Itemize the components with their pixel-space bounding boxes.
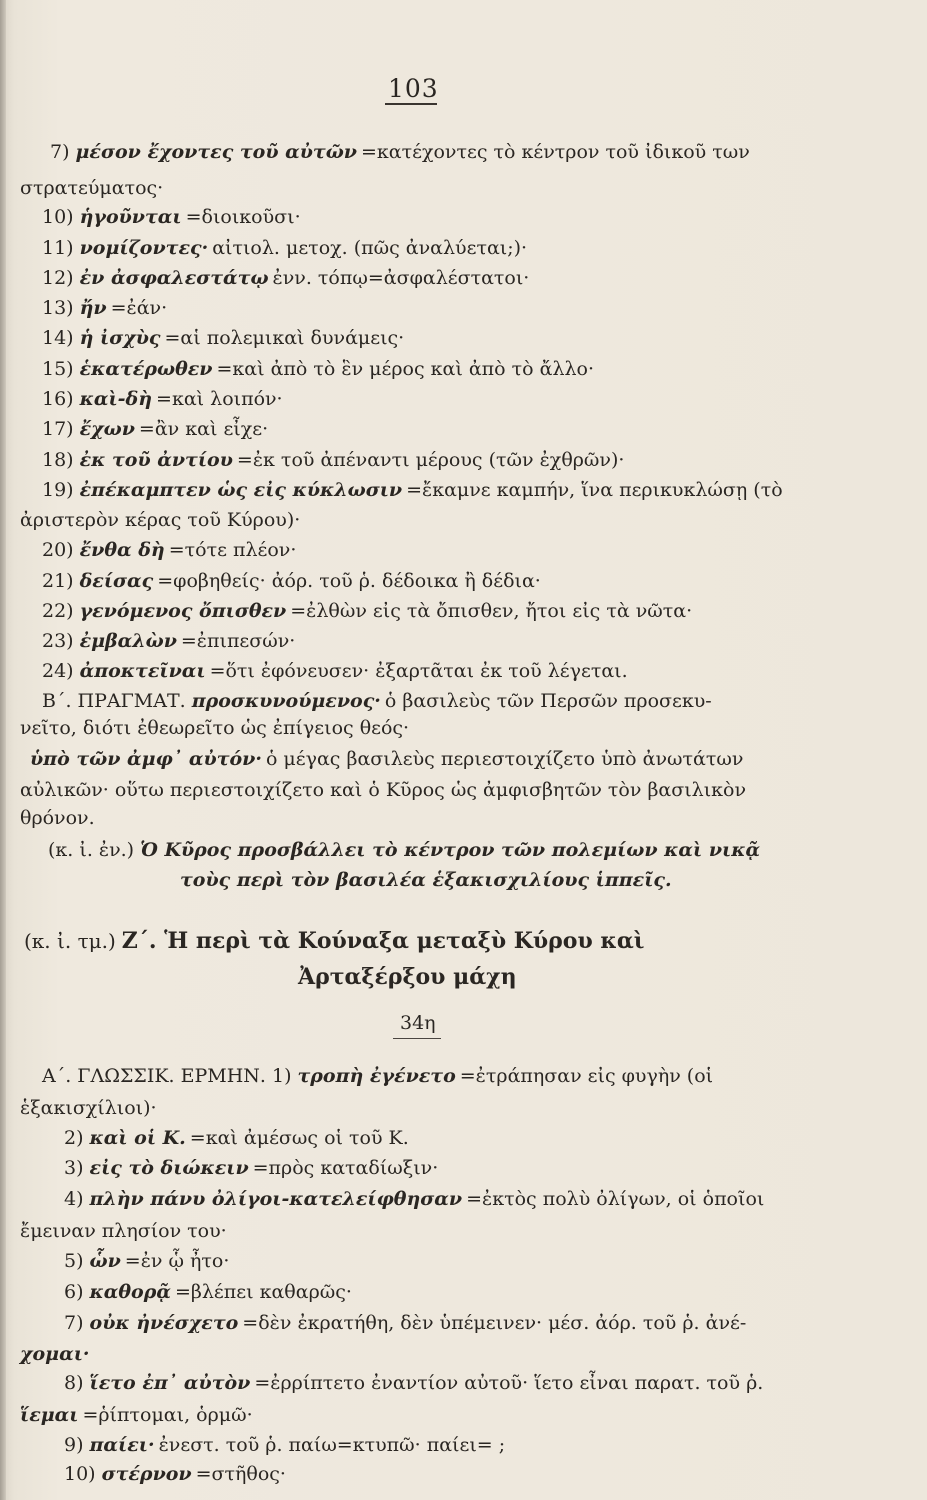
note-gloss: =ἐπιπεσών· (180, 630, 296, 652)
note-gloss: ὁ βασιλεὺς τῶν Περσῶν προσεκυ- (384, 690, 712, 712)
note-line (20, 716, 409, 740)
note-gloss: =ἐκτὸς πολὺ ὀλίγων, οἱ ὁποῖοι (466, 1188, 765, 1210)
note-gloss: =καὶ ἀμέσως οἱ τοῦ Κ. (189, 1127, 409, 1149)
note-number: 7) (50, 141, 70, 163)
note-lemma: προσκυνούμενος· (191, 690, 381, 712)
note-gloss: =διοικοῦσι· (185, 206, 301, 228)
note-line (42, 599, 692, 623)
note-lemma: ἔνθα δὴ (79, 539, 165, 561)
note-lemma: ἐν ἀσφαλεστάτῳ (79, 267, 269, 289)
note-lemma: στέρνον (101, 1463, 192, 1485)
note-line (64, 1156, 438, 1180)
note-lemma: χομαι· (20, 1343, 90, 1365)
note-gloss: στρατεύματος· (20, 177, 164, 199)
note-gloss: =αἱ πολεμικαὶ δυνάμεις· (164, 327, 405, 349)
note-line (20, 1342, 94, 1366)
note-number: 16) (42, 388, 74, 410)
note-gloss: ὁ μέγας βασιλεὺς περιεστοιχίζετο ὑπὸ ἀνωτάτων (265, 748, 744, 770)
note-gloss: =καὶ λοιπόν· (156, 388, 283, 410)
note-gloss: θρόνον. (20, 807, 95, 829)
note-number: Β΄. ΠΡΑΓΜΑΤ. (42, 690, 186, 712)
note-number: 10) (42, 206, 74, 228)
note-line (20, 778, 746, 802)
note-line (42, 478, 783, 502)
note-number: 8) (64, 1372, 84, 1394)
note-gloss: =δὲν ἐκρατήθη, δὲν ὑπέμεινεν· μέσ. ἀόρ. τοῦ ῥ. ἀνέ- (242, 1312, 747, 1334)
note-lemma: καθορᾷ (89, 1281, 171, 1303)
note-gloss: αὐλικῶν· οὕτω περιεστοιχίζετο καὶ ὁ Κῦρος ὡς ἀμφισβητῶν τὸν βασιλικὸν (20, 779, 747, 801)
note-lemma: ἵεμαι (20, 1404, 79, 1426)
note-lemma: γενόμενος ὄπισθεν (79, 600, 287, 622)
note-gloss: =καὶ ἀπὸ τὸ ἓν μέρος καὶ ἀπὸ τὸ ἄλλο· (216, 358, 595, 380)
chapter-heading-title: Ζ΄. Ἡ περὶ τὰ Κούναξα μεταξὺ Κύρου καὶ (121, 928, 645, 954)
note-lemma: τροπὴ ἐγένετο (297, 1065, 456, 1087)
note-number: 22) (42, 600, 74, 622)
note-gloss: =ἐρρίπτετο ἐναντίον αὐτοῦ· ἵετο εἶναι παρατ. τοῦ ῥ. (254, 1372, 764, 1394)
note-number: 3) (64, 1157, 84, 1179)
note-gloss: =ἐν ᾧ ἦτο· (124, 1250, 230, 1272)
note-number: (κ. ἰ. ἐν.) (48, 839, 135, 861)
note-lemma: εἰς τὸ διώκειν (89, 1157, 249, 1179)
note-line (42, 326, 404, 350)
note-line (64, 1311, 746, 1335)
note-gloss: =στῆθος· (195, 1463, 286, 1485)
note-line (42, 538, 296, 562)
note-lemma: ἵετο ἐπ᾽ αὐτὸν (89, 1372, 251, 1394)
note-line (64, 1433, 505, 1457)
note-number: 17) (42, 418, 74, 440)
note-number: 21) (42, 570, 74, 592)
note-lemma: ἡγοῦνται (79, 206, 182, 228)
page-number: 103 (388, 74, 439, 103)
note-gloss: ἐνεστ. τοῦ ῥ. παίω=κτυπῶ· παίει= ; (158, 1434, 506, 1456)
note-lemma: ὧν (89, 1250, 121, 1272)
note-gloss: =ἐάν· (110, 297, 168, 319)
note-lemma: Ὁ Κῦρος προσβάλλει τὸ κέντρον τῶν πολεμίων καὶ νικᾷ (140, 839, 761, 861)
note-line (42, 689, 712, 713)
page-binding-edge (0, 0, 6, 1500)
chapter-heading-line-1 (24, 928, 644, 954)
note-lemma: δείσας (79, 570, 154, 592)
note-number: 12) (42, 267, 74, 289)
note-gloss: =πρὸς καταδίωξιν· (252, 1157, 439, 1179)
note-line (20, 508, 300, 532)
note-line (30, 747, 743, 771)
note-lemma: ἔχων (79, 418, 135, 440)
note-line (20, 176, 163, 200)
note-lemma: μέσον ἔχοντες τοῦ αὐτῶν (75, 141, 357, 163)
note-lemma: ὑπὸ τῶν ἀμφ᾽ αὐτόν· (30, 748, 262, 770)
note-number: 9) (64, 1434, 84, 1456)
note-line (42, 266, 529, 290)
subsection-number: 34η (400, 1012, 436, 1034)
note-number: 24) (42, 660, 74, 682)
note-number: 19) (42, 479, 74, 501)
note-line (20, 1403, 253, 1427)
note-line (42, 205, 301, 229)
note-lemma: ἀποκτεῖναι (79, 660, 206, 682)
note-gloss: ἐνν. τόπῳ=ἀσφαλέστατοι· (272, 267, 530, 289)
note-line (64, 1280, 352, 1304)
note-line (42, 569, 541, 593)
note-gloss: νεῖτο, διότι ἐθεωρεῖτο ὡς ἐπίγειος θεός· (20, 717, 410, 739)
note-number: 7) (64, 1312, 84, 1334)
note-line (42, 448, 624, 472)
note-line (50, 140, 750, 164)
note-lemma: ἤν (79, 297, 107, 319)
note-line (42, 387, 283, 411)
chapter-heading-prefix: (κ. ἰ. τμ.) (24, 929, 116, 953)
page-number-rule (385, 103, 437, 105)
note-gloss: =φοβηθείς· ἀόρ. τοῦ ῥ. δέδοικα ἢ δέδια· (157, 570, 541, 592)
note-number: 11) (42, 237, 74, 259)
note-gloss: =ἂν καὶ εἶχε· (138, 418, 269, 440)
note-gloss: =ἐτράπησαν εἰς φυγὴν (οἱ (459, 1065, 714, 1087)
note-line (42, 236, 527, 260)
note-number: 15) (42, 358, 74, 380)
note-lemma: παίει· (89, 1434, 155, 1456)
note-number: 10) (64, 1463, 96, 1485)
note-lemma: ἡ ἰσχὺς (79, 327, 161, 349)
note-gloss: =ὅτι ἐφόνευσεν· ἐξαρτᾶται ἐκ τοῦ λέγεται. (209, 660, 628, 682)
note-gloss: =ἐλθὼν εἰς τὰ ὄπισθεν, ἤτοι εἰς τὰ νῶτα· (290, 600, 693, 622)
note-number: 20) (42, 539, 74, 561)
note-line (42, 417, 268, 441)
note-lemma: ἐκ τοῦ ἀντίου (79, 449, 233, 471)
note-number: 6) (64, 1281, 84, 1303)
note-gloss: =τότε πλέον· (168, 539, 297, 561)
note-line (64, 1187, 764, 1211)
note-number: 4) (64, 1188, 84, 1210)
note-gloss: αἰτιολ. μετοχ. (πῶς ἀναλύεται;)· (212, 237, 528, 259)
note-line (48, 838, 764, 862)
note-line (42, 1064, 713, 1088)
note-gloss: ἔμειναν πλησίον του· (20, 1220, 227, 1242)
note-lemma: καὶ-δὴ (79, 388, 153, 410)
note-lemma: καὶ οἱ Κ. (89, 1127, 186, 1149)
note-lemma: ἐπέκαμπτεν ὡς εἰς κύκλωσιν (79, 479, 403, 501)
note-lemma: πλὴν πάνυ ὀλίγοι-κατελείφθησαν (89, 1188, 463, 1210)
note-gloss: ἑξακισχίλιοι)· (20, 1097, 157, 1119)
note-number: 13) (42, 297, 74, 319)
note-line (64, 1126, 409, 1150)
note-gloss: =ἐκ τοῦ ἀπέναντι μέρους (τῶν ἐχθρῶν)· (236, 449, 625, 471)
note-line (20, 1096, 157, 1120)
note-gloss: =κατέχοντες τὸ κέντρον τοῦ ἰδικοῦ των (361, 141, 750, 163)
note-lemma: ἐμβαλὼν (79, 630, 177, 652)
subsection-rule (393, 1038, 441, 1039)
note-line (42, 629, 295, 653)
note-line (64, 1371, 763, 1395)
note-number: 14) (42, 327, 74, 349)
note-line (64, 1462, 286, 1486)
note-gloss: =βλέπει καθαρῶς· (174, 1281, 352, 1303)
note-number: 23) (42, 630, 74, 652)
note-number: 18) (42, 449, 74, 471)
note-lemma: ἑκατέρωθεν (79, 358, 213, 380)
note-line (64, 1249, 229, 1273)
note-number: 2) (64, 1127, 84, 1149)
chapter-heading-line-2: Ἀρταξέρξου μάχη (298, 964, 517, 990)
note-gloss: ἀριστερὸν κέρας τοῦ Κύρου)· (20, 509, 301, 531)
note-line (42, 659, 628, 683)
note-lemma: τοὺς περὶ τὸν βασιλέα ἑξακισχιλίους ἱππεῖς. (180, 869, 672, 891)
note-lemma: οὐκ ἠνέσχετο (89, 1312, 239, 1334)
note-gloss: =ἔκαμνε καμπήν, ἵνα περικυκλώσῃ (τὸ (406, 479, 783, 501)
note-number: Α΄. ΓΛΩΣΣΙΚ. ΕΡΜΗΝ. 1) (42, 1065, 292, 1087)
note-gloss: =ῥίπτομαι, ὁρμῶ· (82, 1404, 253, 1426)
note-line (20, 806, 95, 830)
note-number: 5) (64, 1250, 84, 1272)
note-line (42, 357, 594, 381)
note-line (42, 296, 167, 320)
note-line (20, 1219, 227, 1243)
note-lemma: νομίζοντες· (79, 237, 209, 259)
note-line (180, 868, 676, 892)
